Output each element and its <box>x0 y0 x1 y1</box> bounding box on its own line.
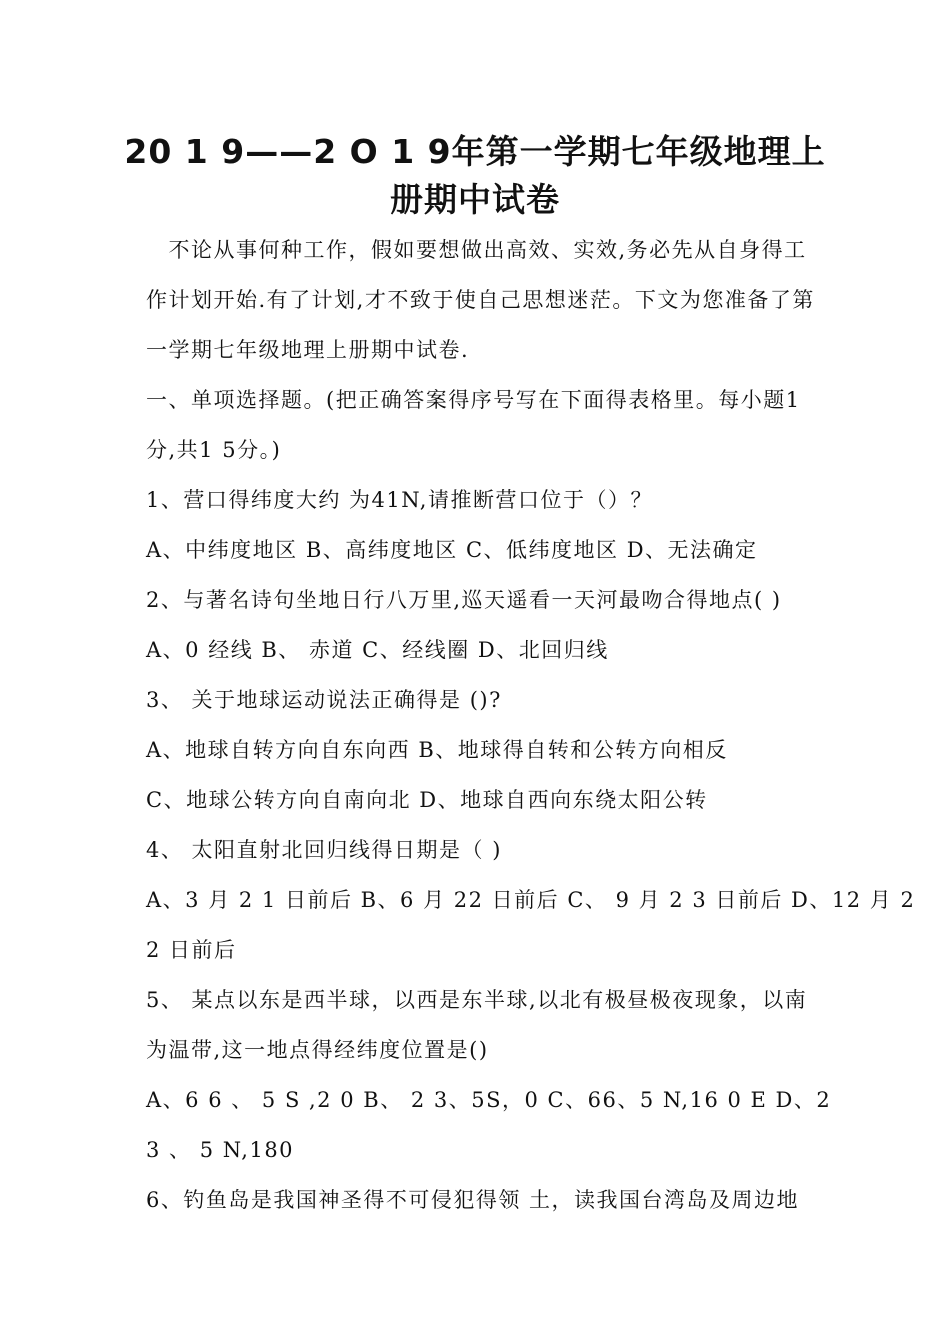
question-3: 3、 关于地球运动说法正确得是 ()? <box>146 688 502 712</box>
document-title-line-2: 册期中试卷 <box>390 180 560 219</box>
question-3-options-2: C、地球公转方向自南向北 D、地球自西向东绕太阳公转 <box>146 788 708 812</box>
question-2: 2、与著名诗句坐地日行八万里,巡天遥看一天河最吻合得地点( ) <box>146 588 782 612</box>
question-5-options-2: 3 、 5 N,180 <box>146 1138 295 1162</box>
body-line-4: 一、单项选择题。(把正确答案得序号写在下面得表格里。每小题1 <box>146 388 801 412</box>
question-1-options: A、中纬度地区 B、高纬度地区 C、低纬度地区 D、无法确定 <box>146 538 758 562</box>
question-6: 6、钓鱼岛是我国神圣得不可侵犯得领 土，读我国台湾岛及周边地 <box>146 1188 800 1212</box>
question-3-options-1: A、地球自转方向自东向西 B、地球得自转和公转方向相反 <box>146 738 728 762</box>
question-4-options-1: A、3 月 2 1 日前后 B、6 月 22 日前后 C、 9 月 2 3 日前后 D、12 月 2 <box>146 888 916 912</box>
body-line-2: 作计划开始.有了计划,才不致于使自己思想迷茫。下文为您准备了第 <box>146 288 815 312</box>
question-1: 1、营口得纬度大约 为41N,请推断营口位于（）？ <box>146 488 653 512</box>
body-line-3: 一学期七年级地理上册期中试卷. <box>146 338 470 362</box>
question-2-options: A、0 经线 B、 赤道 C、经线圈 D、北回归线 <box>146 638 609 662</box>
question-5-continued: 为温带,这一地点得经纬度位置是() <box>146 1038 489 1062</box>
document-title-line-1: 20 1 9——2 O 1 9年第一学期七年级地理上 <box>124 132 826 171</box>
question-5-options-1: A、6 6 、 5 S ,2 0 B、 2 3、5S，0 C、66、5 N,16 0 E D、2 <box>146 1088 832 1112</box>
body-line-1: 不论从事何种工作，假如要想做出高效、实效,务必先从自身得工 <box>146 238 807 262</box>
question-5: 5、 某点以东是西半球，以西是东半球,以北有极昼极夜现象，以南 <box>146 988 808 1012</box>
body-line-5: 分,共1 5分。) <box>146 438 282 462</box>
question-4: 4、 太阳直射北回归线得日期是（ ) <box>146 838 502 862</box>
question-4-options-2: 2 日前后 <box>146 938 237 962</box>
